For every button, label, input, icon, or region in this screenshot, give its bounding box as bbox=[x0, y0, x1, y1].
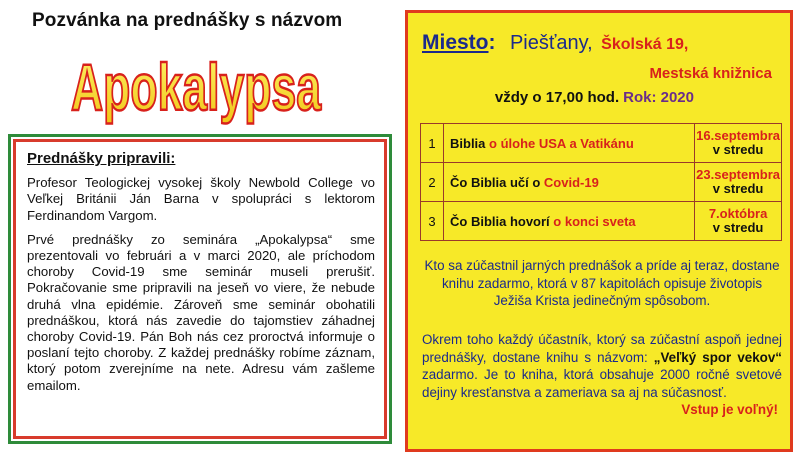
offer-text: zadarmo. Je to kniha, ktorá obsahuje 2000 ročné svetové dejiny kresťanstva a zameriava sa aj na súčasnosť. bbox=[422, 367, 782, 400]
place-label: Miesto bbox=[422, 31, 489, 54]
lecture-number: 1 bbox=[421, 124, 444, 163]
lecture-topic bbox=[444, 163, 695, 202]
lecture-number: 2 bbox=[421, 163, 444, 202]
prepared-by-box bbox=[8, 134, 392, 444]
offer-text: Okrem toho každý účastník, ktorý sa zúčastní aspoň jednej prednášky, dostane knihu s názvom: bbox=[422, 332, 782, 365]
apokalypsa-wordart bbox=[66, 42, 326, 130]
invitation-heading: Pozvánka na prednášky s názvom bbox=[32, 10, 343, 31]
event-info-panel bbox=[405, 10, 793, 452]
day-text: v stredu bbox=[712, 142, 764, 157]
topic-part: Čo Biblia učí o bbox=[450, 174, 541, 190]
lecture-number: 3 bbox=[421, 202, 444, 241]
place-colon: : bbox=[488, 31, 496, 54]
book-offer-paragraph: Kto sa zúčastnil jarných prednášok a príde aj teraz, dostane knihu zadarmo, ktorá v 87 kapitolách opisuje životopis Ježiša Krista jedinečným spôsobom. bbox=[424, 258, 780, 308]
lecture-schedule-table bbox=[420, 123, 782, 241]
time-line bbox=[495, 89, 694, 106]
topic-part: Čo Biblia hovorí bbox=[450, 213, 550, 229]
lecture-date bbox=[695, 124, 782, 163]
time-text: vždy o 17,00 hod. bbox=[494, 89, 620, 106]
topic-part: USA a Vatikánu bbox=[538, 135, 634, 151]
date-text: 23.septembra bbox=[696, 167, 780, 182]
date-text: 7.októbra bbox=[708, 206, 768, 221]
lecture-topic bbox=[444, 202, 695, 241]
history-paragraph: Prvé prednášky zo seminára „Apokalypsa“ sme prezentovali vo februári a v marci 2020, ale príchodom choroby Covid-19 sme seminár museli prerušiť. Pokračovanie sme pripravili na jeseň vo viere, že nebude druhá vlna epidémie. Zároveň sme seminár obohatili prednáškou, ktorá nás zavedie do tajomstiev záhadnej choroby Covid-19. Pán Boh nás cez proroctvá informuje o poslaní tejto choroby. Z každej prednášky robíme záznam, ktorý potom zverejníme na nete. Adresu vám zašleme emailom. bbox=[27, 231, 375, 393]
participant-offer-paragraph bbox=[422, 331, 782, 419]
prepared-by-heading: Prednášky pripravili: bbox=[27, 150, 176, 167]
free-entry-notice: Vstup je voľný! bbox=[681, 402, 778, 417]
lecture-topic bbox=[444, 124, 695, 163]
library-name: Mestská knižnica bbox=[649, 65, 772, 82]
lecture-date bbox=[695, 163, 782, 202]
topic-part: o úlohe bbox=[489, 135, 536, 151]
city-name: Piešťany, bbox=[509, 32, 593, 54]
book-title: „Veľký spor vekov“ bbox=[653, 349, 782, 365]
lecture-date bbox=[695, 202, 782, 241]
topic-part: Covid-19 bbox=[543, 174, 599, 190]
day-text: v stredu bbox=[712, 181, 764, 196]
table-row bbox=[421, 202, 782, 241]
title-text: Apokalypsa bbox=[71, 50, 322, 124]
table-row bbox=[421, 163, 782, 202]
place-line bbox=[422, 31, 792, 55]
day-text: v stredu bbox=[712, 220, 764, 235]
authors-paragraph: Profesor Teologickej vysokej školy Newbold College vo Veľkej Británii Ján Barna v spolupráci s lektorom Ferdinandom Vargom. bbox=[27, 175, 375, 223]
date-text: 16.septembra bbox=[696, 128, 780, 143]
year-text: Rok: 2020 bbox=[623, 89, 694, 106]
topic-part: Biblia bbox=[450, 135, 486, 151]
apokalypsa-title bbox=[66, 42, 326, 130]
topic-part: o konci sveta bbox=[553, 213, 636, 229]
street-address: Školská 19, bbox=[601, 36, 689, 53]
table-row bbox=[421, 124, 782, 163]
